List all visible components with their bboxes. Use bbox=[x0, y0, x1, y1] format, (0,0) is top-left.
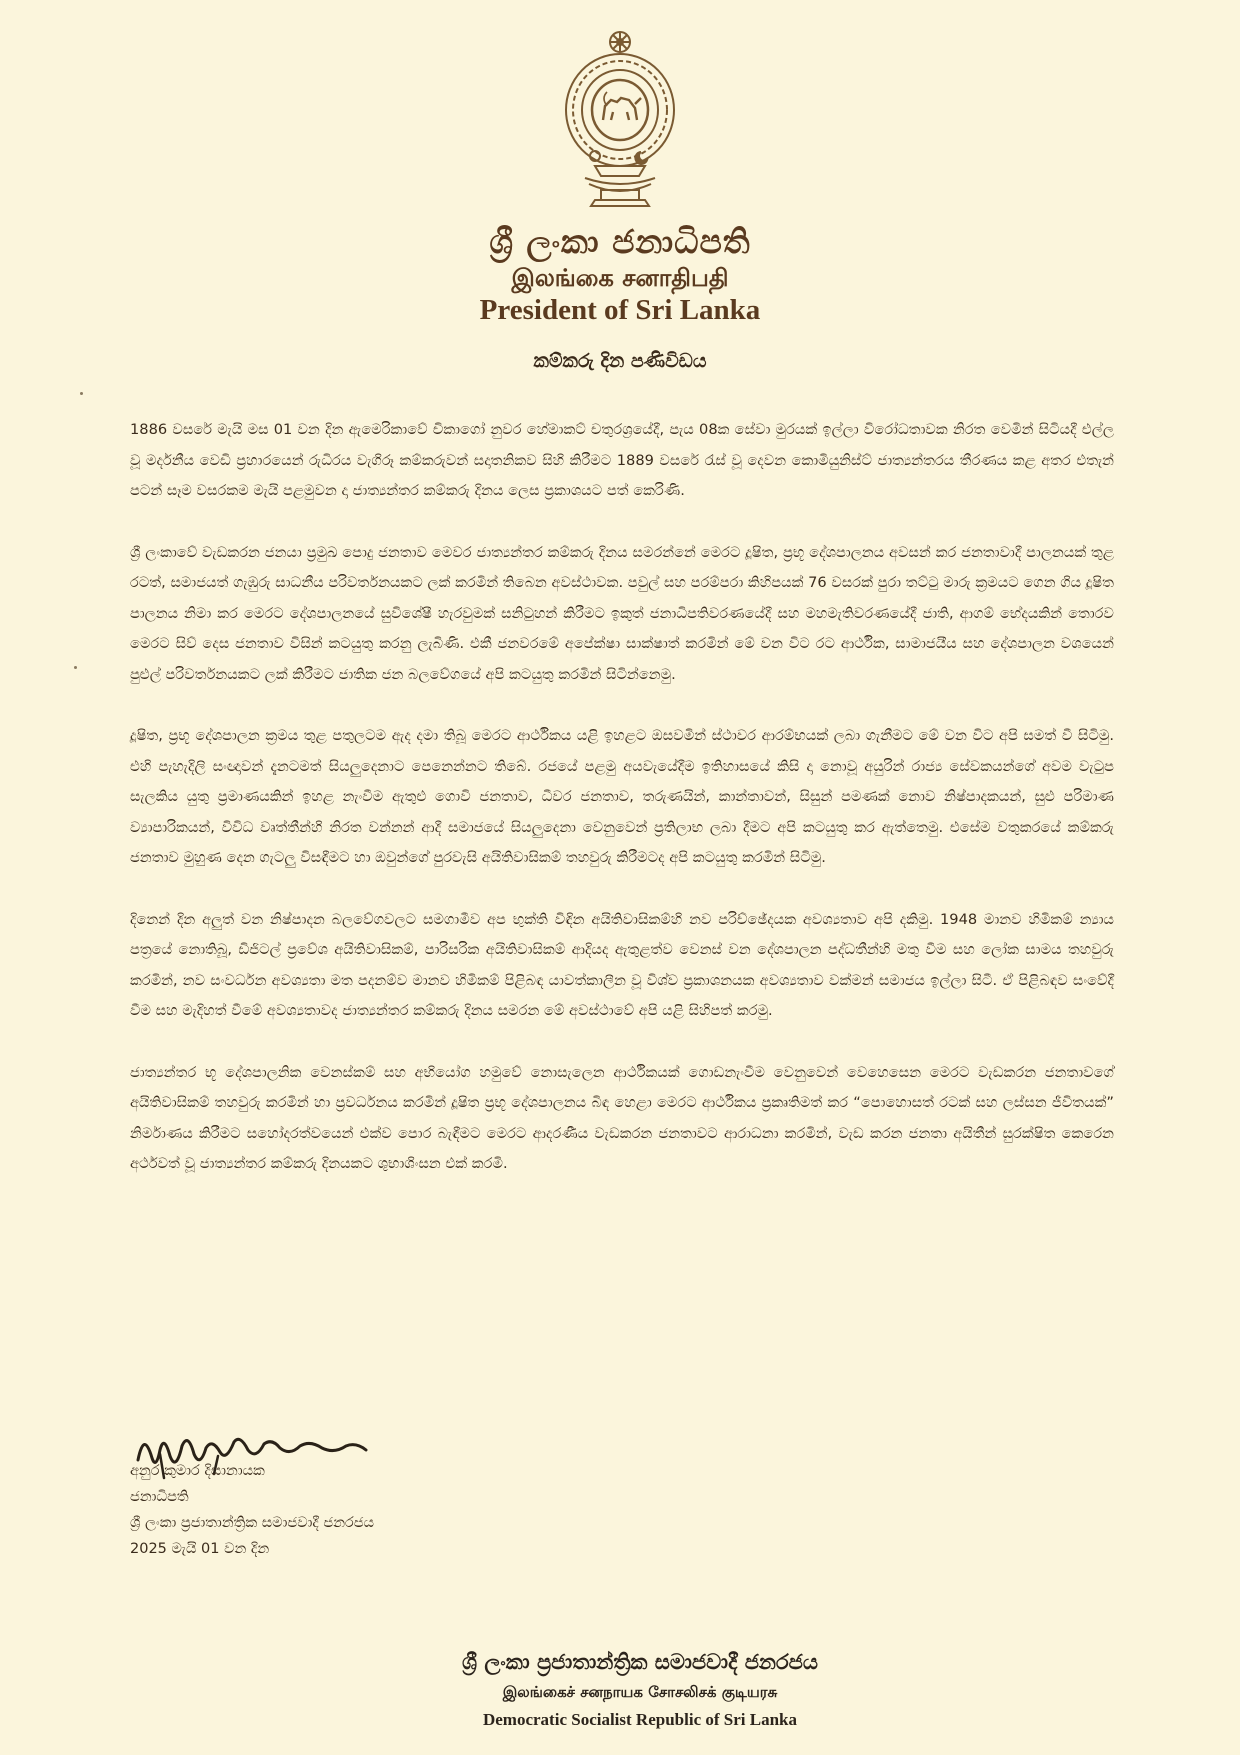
footer-english: Democratic Socialist Republic of Sri Lanka bbox=[482, 1710, 797, 1729]
signature-block bbox=[130, 1458, 374, 1562]
body-paragraph: දිනෙන් දින අලුත් වන නිෂ්පාදන බලවේගවලට සමගාමීව අප භුක්ති විඳින අයිතිවාසිකම්හි නව පරිච්ඡේදයක අවශ්‍යතාව අපි දකිමු. 1948 මානව හිමිකම් න්‍යාය පත්‍රයේ නොතිබූ, ඩිජිටල් ප්‍රවේශ අයිතිවාසිකම්, පාරිසරික අයිතිවාසිකම් ආදියද ඇතුළත්ව වෙනස් වන දේශපාලන පද්ධතීන්හි මතු වීම සහ ලෝක සාමය තහවුරු කරමින්, නව සංවර්ධන අවශ්‍යතා මත පදනම්ව මානව හිමිකම් පිළිබඳ යාවත්කාලීන වූ විශ්ව ප්‍රකාශනයක අවශ්‍යතාව වක්මන් සමාජය ඉල්ලා සිටී. ඒ පිළිබඳව සංවේදී වීම සහ මැදිහත් වීමේ අවශ්‍යතාවද ජාත්‍යන්තර කම්කරු දිනය සමරන මේ අවස්ථාවේ අපි යළි සිහිපත් කරමු. bbox=[130, 910, 1114, 1019]
signatory-name: අනුර කුමාර දිසානායක bbox=[130, 1463, 265, 1479]
paper-speck bbox=[80, 392, 83, 395]
signatory-position: ජනාධිපති bbox=[130, 1489, 189, 1505]
paper-speck bbox=[74, 666, 77, 669]
letter-subject: කම්කරු දින පණිවිඩය bbox=[533, 350, 707, 372]
body-paragraph: ජාත්‍යන්තර භූ දේශපාලනික වෙනස්කම් සහ අභියෝග හමුවේ නොසැලෙන ආර්ථිකයක් ගොඩනැංවීම වෙනුවෙන් වෙහෙසෙන මෙරට වැඩකරන ජනතාවගේ අයිතිවාසිකම් තහවුරු කරමින් හා ප්‍රවර්ධනය කරමින් දූෂිත ප්‍රභූ දේශපාලනය බිඳ හෙළා මෙරට ආර්ථිකය ප්‍රකෘතිමත් කර “පොහොසත් රටක් සහ ලස්සන ජීවිතයක්” නිර්මාණය කිරීමට සහෝදරත්වයෙන් එක්ව පොර බැඳීමට මෙරට ආදරණීය වැඩකරන ජනතාවට ආරාධනා කරමින්, වැඩ කරන ජනතා අයිතීන් සුරක්ෂිත කෙරෙන අර්ථවත් වූ ජාත්‍යන්තර කම්කරු දිනයකට ශුභාශිංසන එක් කරමි. bbox=[130, 1063, 1114, 1172]
letter-body bbox=[130, 415, 1114, 1211]
header-title-sinhala: ශ්‍රී ලංකා ජනාධිපති bbox=[489, 222, 751, 261]
body-paragraph: ශ්‍රී ලංකාවේ වැඩකරන ජනයා ප්‍රමුඛ පොදු ජනතාව මෙවර ජාත්‍යන්තර කම්කරු දිනය සමරන්නේ මෙරට දූෂිත, ප්‍රභූ දේශපාලනය අවසන් කර ජනතාවාදී පාලනයක් තුළ රටත්, සමාජයත් ගැඹුරු සාධනීය පරිවර්තනයකට ලක් කරමින් තිබෙන අවස්ථාවක. පවුල් සහ පරම්පරා කිහිපයක් 76 වසරක් පුරා තට්ටු මාරු ක්‍රමයට ගෙන ගිය දූෂිත පාලනය නිමා කර මෙරට දේශපාලනයේ සුවිශේෂී හැරවුමක් සනිටුහන් කිරීමට ඉකුත් ජනාධිපතිවරණයේදී සහ මහමැතිවරණයේදී ජාති, ආගම් භේදයකින් තොරව මෙරට සිව් දෙස ජනතාව විසින් කටයුතු කරනු ලැබිණි. එකී ජනවරමේ අපේක්ෂා සාක්ෂාත් කරමින් මේ වන විට රට ආර්ථික, සාමාජයීය සහ දේශපාලන වශයෙන් පුළුල් පරිවර්තනයකට ලක් කිරීමට ජාතික ජන බලවේගයේ අපි කටයුතු කරමින් සිටින්නෙමු. bbox=[130, 543, 1115, 683]
header-title-english: President of Sri Lanka bbox=[479, 294, 761, 326]
letter-date: 2025 මැයි 01 වන දින bbox=[130, 1541, 270, 1557]
footer-tamil: இலங்கைச் சனநாயக சோசலிசக் குடியரசு bbox=[502, 1683, 778, 1701]
header-title-tamil: இலங்கை சனாதிபதி bbox=[511, 264, 729, 292]
body-paragraph: දූෂිත, ප්‍රභූ දේශපාලන ක්‍රමය තුළ පතුලටම ඇද දමා තිබූ මෙරට ආර්ථිකය යළි ඉහළට ඔසවමින් ස්ථාවර ආරම්භයක් ලබා ගැනීමට මේ වන විට අපි සමත් වී සිටිමු. එහි පැහැදිලි සංඥාවන් දැනටමත් සියලුදෙනාට පෙනෙන්නට තිබේ. රජයේ පළමු අයවැයේදීම ඉතිහාසයේ කිසි දා නොවූ අයුරින් රාජ්‍ය සේවකයන්ගේ අවම වැටුප සැලකිය යුතු ප්‍රමාණයකින් ඉහළ නැංවීම ඇතුළු ගොවි ජනතාව, ධීවර ජනතාව, තරුණයින්, කාන්තාවන්, සිසුන් පමණක් නොව නිෂ්පාදකයන්, සුළු පරිමාණ ව්‍යාපාරිකයන්, විවිධ වෘත්තීන්හි නිරත වන්නන් ආදී සමාජයේ සියලුදෙනා වෙනුවෙන් ප්‍රතිලාභ ලබා දීමට අපි කටයුතු කර ඇත්තෙමු. එසේම වතුකරයේ කම්කරු ජනතාව මුහුණ දෙන ගැටලු විසඳීමට හා ඔවුන්ගේ පුරවැසි අයිතිවාසිකම් තහවුරු කිරීමටද අපි කටයුතු කරමින් සිටිමු. bbox=[130, 727, 1114, 866]
body-paragraph: 1886 වසරේ මැයි මස 01 වන දින ඇමෙරිකාවේ චිකාගෝ නුවර හේමාකට් චතුරශ්‍රයේදී, පැය 08ක සේවා මුරයක් ඉල්ලා විරෝධතාවක නිරත වෙමින් සිටියදී එල්ල වූ මර්දනීය වෙඩි ප්‍රහාරයෙන් රුධිරය වැගිරූ කම්කරුවන් සදාතනිකව සිහි කිරීමට 1889 වසරේ රැස් වූ දෙවන කොමියුනිස්ට් ජාත්‍යන්තරය තීරණය කළ අතර එතැන් පටන් සෑම වසරකම මැයි පළමුවන දා ජාත්‍යන්තර කම්කරු දිනය ලෙස ප්‍රකාශයට පත් කෙරිණි. bbox=[130, 421, 1114, 499]
state-emblem-icon bbox=[555, 28, 685, 208]
signatory-state: ශ්‍රී ලංකා ප්‍රජාතාන්ත්‍රික සමාජවාදී ජනරජය bbox=[130, 1515, 375, 1531]
footer-sinhala: ශ්‍රී ලංකා ප්‍රජාතාන්ත්‍රික සමාජවාදී ජනරජය bbox=[462, 1650, 818, 1674]
